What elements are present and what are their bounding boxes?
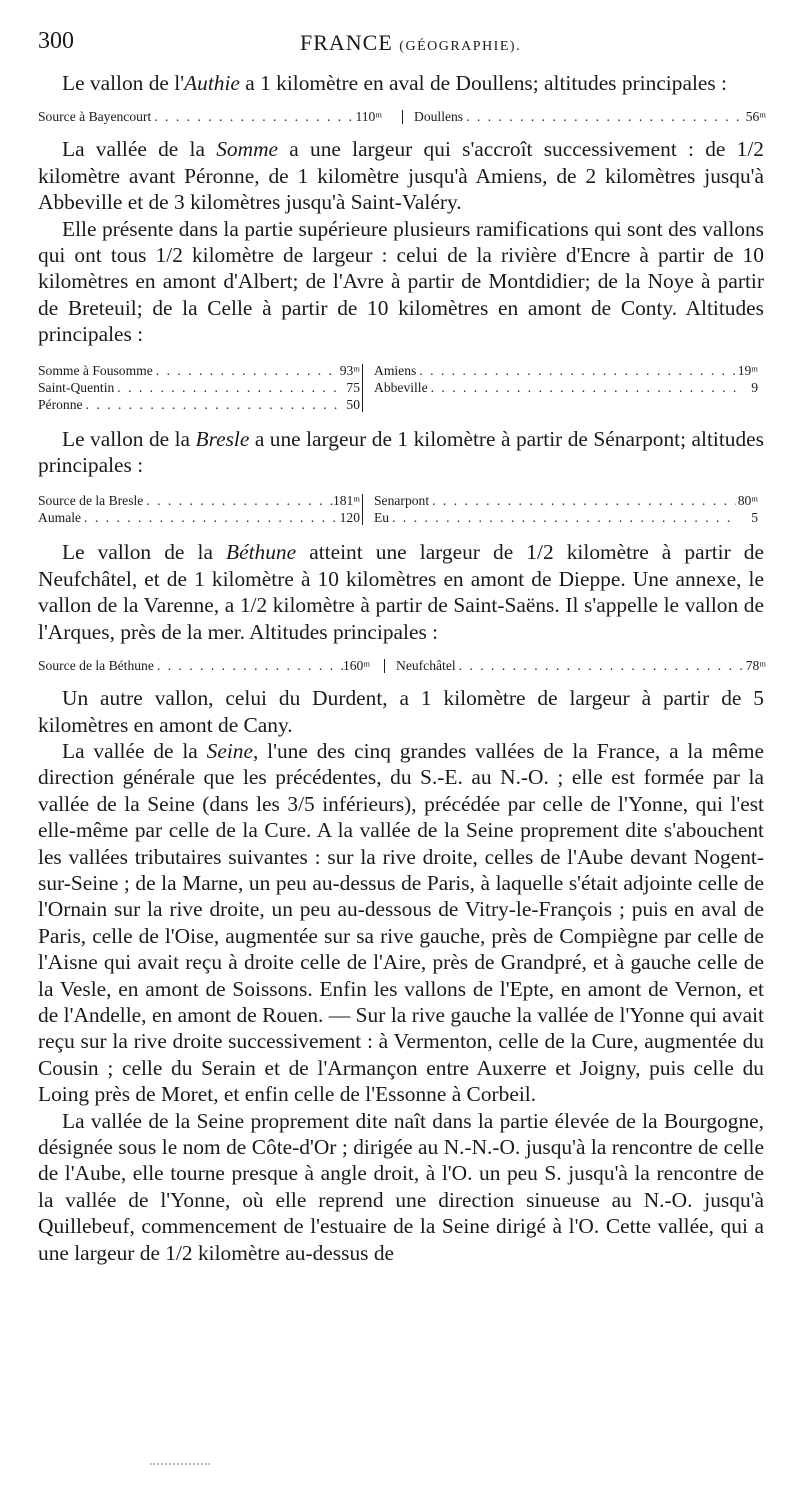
altitude-row [38,379,360,396]
altitude-value: 19ᵐ [737,362,758,378]
altitude-row [38,509,360,526]
altitude-row [374,492,758,509]
place-name: Aumale [38,510,82,526]
altitude-column-right [374,492,758,526]
altitude-row [374,509,758,526]
river-name-authie: Authie [184,71,240,95]
paragraph-seine [38,738,764,1108]
place-name: Doullens [414,109,464,125]
dot-leader [154,657,343,674]
page-body [38,64,764,1266]
text-run: a 1 kilomètre en aval de Doullens; altitudes principales : [239,71,727,95]
altitude-column-right [396,657,766,674]
altitude-row [414,108,766,125]
altitude-value: 93ᵐ [339,362,360,378]
river-name-bethune: Béthune [226,540,297,565]
dot-leader [81,509,338,526]
altitude-row [38,492,360,509]
altitude-column-right [374,362,758,396]
text-run: La vallée de la [62,137,217,162]
altitude-value: 120 [339,510,360,526]
altitude-value: 78ᵐ [745,658,766,674]
altitude-row [38,362,360,379]
river-name-seine: Seine [206,738,253,763]
altitude-table-bethune [38,657,764,675]
page-header [38,28,760,62]
altitude-row [374,362,758,379]
altitude-column-left [38,362,360,413]
page-number: 300 [38,28,74,54]
altitude-value: 80ᵐ [737,493,758,509]
place-name: Source de la Bresle [38,493,144,509]
altitude-table-bresle [38,492,764,527]
place-name: Senarpont [374,493,430,509]
place-name: Source à Bayencourt [38,109,152,125]
place-name: Somme à Fousomme [38,362,153,378]
altitude-value: 181ᵐ [332,493,360,509]
paragraph-somme [38,136,764,215]
altitude-column-right [414,108,766,125]
dot-leader [153,362,338,379]
text-run: Le vallon de l' [62,71,185,95]
dot-leader [456,657,744,674]
paragraph-bethune [38,539,764,645]
place-name: Saint-Quentin [38,379,115,395]
dot-leader [83,396,338,413]
dot-leader [389,509,736,526]
place-name: Amiens [374,362,417,378]
running-title-sub: (GÉOGRAPHIE). [399,39,522,54]
altitude-value: 110ᵐ [355,109,382,125]
dot-leader [428,379,736,396]
column-divider [362,494,363,525]
column-divider [362,364,363,412]
place-name: Abbeville [374,379,428,395]
column-divider [402,110,403,124]
altitude-value: 56ᵐ [745,109,766,125]
text-run: Le vallon de la [62,426,196,451]
altitude-row [38,396,360,413]
altitude-row [396,657,766,674]
paragraph-bresle [38,426,764,479]
paragraph-seine-course: La vallée de la Seine proprement dite naît dans la partie élevée de la Bourgogne, désignée sous le nom de Côte-d'Or ; dirigée au N.-N.-O. jusqu'à la rencontre de celle de l'Aube, elle tourne presque à angle droit, à l'O. un peu S. jusqu'à la rencontre de la vallée de l'Yonne, où elle reprend une direction sinueuse au N.-O. jusqu'à Quillebeuf, commencement de l'estuaire de la Seine dirigé à l'O. Cette vallée, qui a une largeur de 1/2 kilomètre au-dessus de [38,1108,764,1265]
running-title [300,30,521,56]
altitude-value: 5 [751,510,758,526]
text-run: Le vallon de la [62,540,227,565]
river-name-somme: Somme [216,137,279,162]
place-name: Péronne [38,396,83,412]
altitude-column-left [38,108,382,125]
altitude-column-left [38,657,370,674]
column-divider [384,659,385,673]
paragraph-somme-tributaries: Elle présente dans la partie supérieure plusieurs ramifications qui sont des vallons qui ont tous 1/2 kilomètre de largeur : celui de la rivière d'Encre à partir de 10 kilomètres en amont d'Albert; de l'Avre à partir de Montdidier; de la Noye à partir de Breteuil; de la Celle à partir de 10 kilomètres en amont de Conty. Altitudes principales : [38,216,764,347]
text-run: a une largeur qui s'accroît successivement : de 1/2 kilomètre avant Péronne, de 1 kilomètre jusqu'à Amiens, de 2 kilomètres jusqu'à Abbeville et de 3 kilomètres jusqu'à Saint-Valéry. [38,137,764,215]
dot-leader [429,492,736,509]
river-name-bresle: Bresle [195,426,250,451]
altitude-value: 9 [751,379,758,395]
text-run: atteint une largeur de 1/2 kilomètre à partir de Neufchâtel, et de 1 kilomètre à 10 kilomètres en amont de Dieppe. Une annexe, le vallon de la Varenne, a 1/2 kilomètre à partir de Saint-Saëns. Il s'appelle le vallon de l'Arques, près de la mer. Altitudes principales : [38,540,764,644]
paragraph-authie [38,70,764,96]
altitude-table-authie [38,108,764,126]
page-bottom-mark [150,1463,210,1465]
altitude-value: 160ᵐ [342,658,370,674]
dot-leader [463,108,744,125]
place-name: Neufchâtel [396,658,456,674]
dot-leader [416,362,736,379]
text-run: La vallée de la [62,738,207,763]
running-title-main: FRANCE [300,30,393,55]
dot-leader [143,492,333,509]
dot-leader [114,379,338,396]
altitude-table-somme [38,362,764,414]
altitude-row [38,657,370,674]
dot-leader [151,108,355,125]
altitude-value: 75 [346,379,360,395]
place-name: Eu [374,510,390,526]
text-run: a une largeur de 1 kilomètre à partir de Sénarpont; altitudes principales : [38,426,764,478]
altitude-row [38,108,382,125]
text-run: , l'une des cinq grandes vallées de la France, a la même direction générale que les précédentes, du S.-E. au N.-O. ; elle est formée par la vallée de la Seine (dans les 3/5 inférieurs), précédée par celle de l'Yonne, qui l'est elle-même par celle de la Cure. A la vallée de la Seine proprement dite s'abouchent les vallées tributaires suivantes : sur la rive droite, celles de l'Aube devant Nogent-sur-Seine ; de la Marne, un peu au-dessus de Paris, à laquelle s'était adjointe celle de l'Ornain sur la rive droite, un peu au-dessous de Vitry-le-François ; puis en aval de Paris, celle de l'Oise, augmentée sur sa rive gauche, près de Compiègne par celle de l'Aisne qui avait reçu à droite celle de l'Aire, près de Grandpré, et à gauche celle de la Vesle, en amont de Soissons. Enfin les vallons de l'Epte, en amont de Vernon, et de l'Andelle, en amont de Rouen. — Sur la rive gauche la vallée de l'Yonne qui avait reçu sur la rive droite successivement : à Vermenton, celle de la Cure, augmentée du Cousin ; celle du Serain et de l'Armançon entre Auxerre et Joigny, puis celle du Loing près de Moret, et enfin celle de l'Essonne à Corbeil. [38,738,764,1107]
place-name: Source de la Béthune [38,658,154,674]
altitude-column-left [38,492,360,526]
altitude-value: 50 [346,396,360,412]
altitude-row [374,379,758,396]
paragraph-durdent: Un autre vallon, celui du Durdent, a 1 kilomètre de largeur à partir de 5 kilomètres en amont de Cany. [38,686,764,737]
